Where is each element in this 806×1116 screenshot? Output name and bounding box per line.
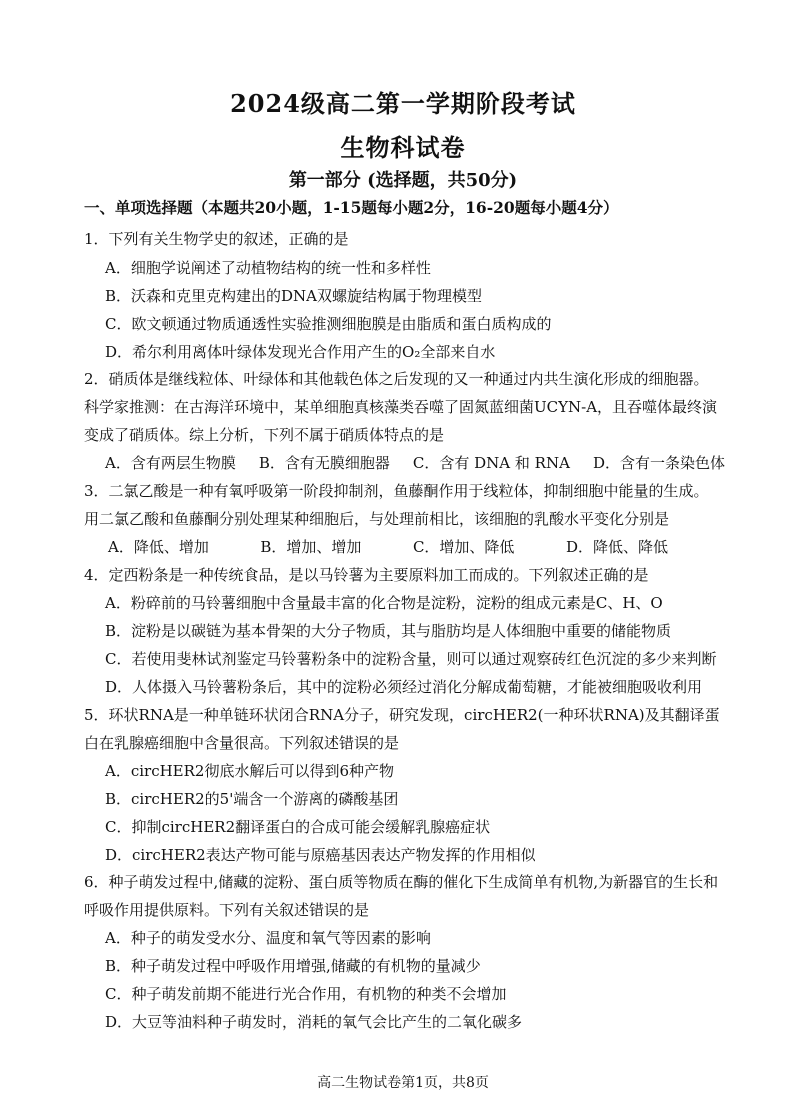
question-3-stem-line-1: 3．二氯乙酸是一种有氧呼吸第一阶段抑制剂，鱼藤酮作用于线粒体，抑制细胞中能量的生成。 [84, 482, 709, 500]
question-3-option-b: B．增加、增加 [260, 538, 362, 556]
question-1-option-d: D．希尔利用离体叶绿体发现光合作用产生的O₂全部来自水 [105, 343, 496, 361]
question-5-option-b: B．circHER2的5'端含一个游离的磷酸基团 [105, 790, 399, 808]
question-6-stem-line-1: 6．种子萌发过程中,储藏的淀粉、蛋白质等物质在酶的催化下生成简单有机物,为新器官的生长和 [84, 873, 719, 891]
question-4-stem: 4．定西粉条是一种传统食品，是以马铃薯为主要原料加工而成的。下列叙述正确的是 [84, 566, 649, 584]
exam-title: 2024级高二第一学期阶段考试 [230, 89, 576, 118]
question-6-option-c: C．种子萌发前期不能进行光合作用，有机物的种类不会增加 [105, 985, 507, 1003]
question-6-option-a: A．种子的萌发受水分、温度和氧气等因素的影响 [105, 929, 431, 947]
question-6-stem-line-2: 呼吸作用提供原料。下列有关叙述错误的是 [84, 901, 370, 919]
question-3-stem-line-2: 用二氯乙酸和鱼藤酮分别处理某种细胞后，与处理前相比，该细胞的乳酸水平变化分别是 [84, 510, 670, 528]
question-6-option-b: B．种子萌发过程中呼吸作用增强,储藏的有机物的量减少 [105, 957, 481, 975]
question-2-options [105, 453, 725, 473]
question-2-stem-line-1: 2．硝质体是继线粒体、叶绿体和其他载色体之后发现的又一种通过内共生演化形成的细胞器。 [84, 370, 709, 388]
question-6-option-d: D．大豆等油料种子萌发时，消耗的氧气会比产生的二氧化碳多 [105, 1013, 523, 1031]
question-5-stem-line-1: 5．环状RNA是一种单链环状闭合RNA分子，研究发现，circHER2(一种环状RNA)及其翻译蛋 [84, 706, 720, 724]
question-4-option-a: A．粉碎前的马铃薯细胞中含量最丰富的化合物是淀粉，淀粉的组成元素是C、H、O [105, 594, 663, 612]
question-5-option-c: C．抑制circHER2翻译蛋白的合成可能会缓解乳腺癌症状 [105, 818, 491, 836]
section-heading: 一、单项选择题（本题共20小题，1-15题每小题2分，16-20题每小题4分） [84, 198, 619, 217]
question-4-option-b: B．淀粉是以碳链为基本骨架的大分子物质，其与脂肪均是人体细胞中重要的储能物质 [105, 622, 672, 640]
question-2-option-a: A．含有两层生物膜 [105, 454, 236, 472]
question-4-option-d: D．人体摄入马铃薯粉条后，其中的淀粉必须经过消化分解成葡萄糖，才能被细胞吸收利用 [105, 678, 703, 696]
question-3-option-d: D．降低、降低 [565, 538, 668, 556]
question-2-option-d: D．含有一条染色体 [592, 454, 725, 472]
question-2-stem-line-3: 变成了硝质体。综上分析，下列不属于硝质体特点的是 [84, 426, 445, 444]
part-heading: 第一部分 (选择题，共50分) [288, 170, 518, 191]
exam-subtitle: 生物科试卷 [340, 133, 466, 162]
question-5-option-d: D．circHER2表达产物可能与原癌基因表达产物发挥的作用相似 [105, 846, 536, 864]
question-2-option-c: C．含有 DNA 和 RNA [412, 454, 570, 472]
page-footer: 高二生物试卷第1页，共8页 [317, 1075, 489, 1091]
question-1-stem: 1．下列有关生物学史的叙述，正确的是 [84, 230, 349, 248]
question-5-option-a: A．circHER2彻底水解后可以得到6种产物 [105, 762, 395, 780]
question-2-option-b: B．含有无膜细胞器 [258, 454, 390, 472]
question-4-option-c: C．若使用斐林试剂鉴定马铃薯粉条中的淀粉含量，则可以通过观察砖红色沉淀的多少来判断 [105, 650, 717, 668]
question-1-option-a: A．细胞学说阐述了动植物结构的统一性和多样性 [105, 259, 431, 277]
question-3-options [108, 537, 668, 557]
question-1-option-b: B．沃森和克里克构建出的DNA双螺旋结构属于物理模型 [105, 287, 483, 305]
question-3-option-c: C．增加、降低 [412, 538, 515, 556]
question-5-stem-line-2: 白在乳腺癌细胞中含量很高。下列叙述错误的是 [84, 734, 400, 752]
question-3-option-a: A．降低、增加 [108, 538, 209, 556]
question-1-option-c: C．欧文顿通过物质通透性实验推测细胞膜是由脂质和蛋白质构成的 [105, 315, 552, 333]
question-2-stem-line-2: 科学家推测：在古海洋环境中，某单细胞真核藻类吞噬了固氮蓝细菌UCYN-A，且吞噬体最终演 [84, 398, 718, 416]
